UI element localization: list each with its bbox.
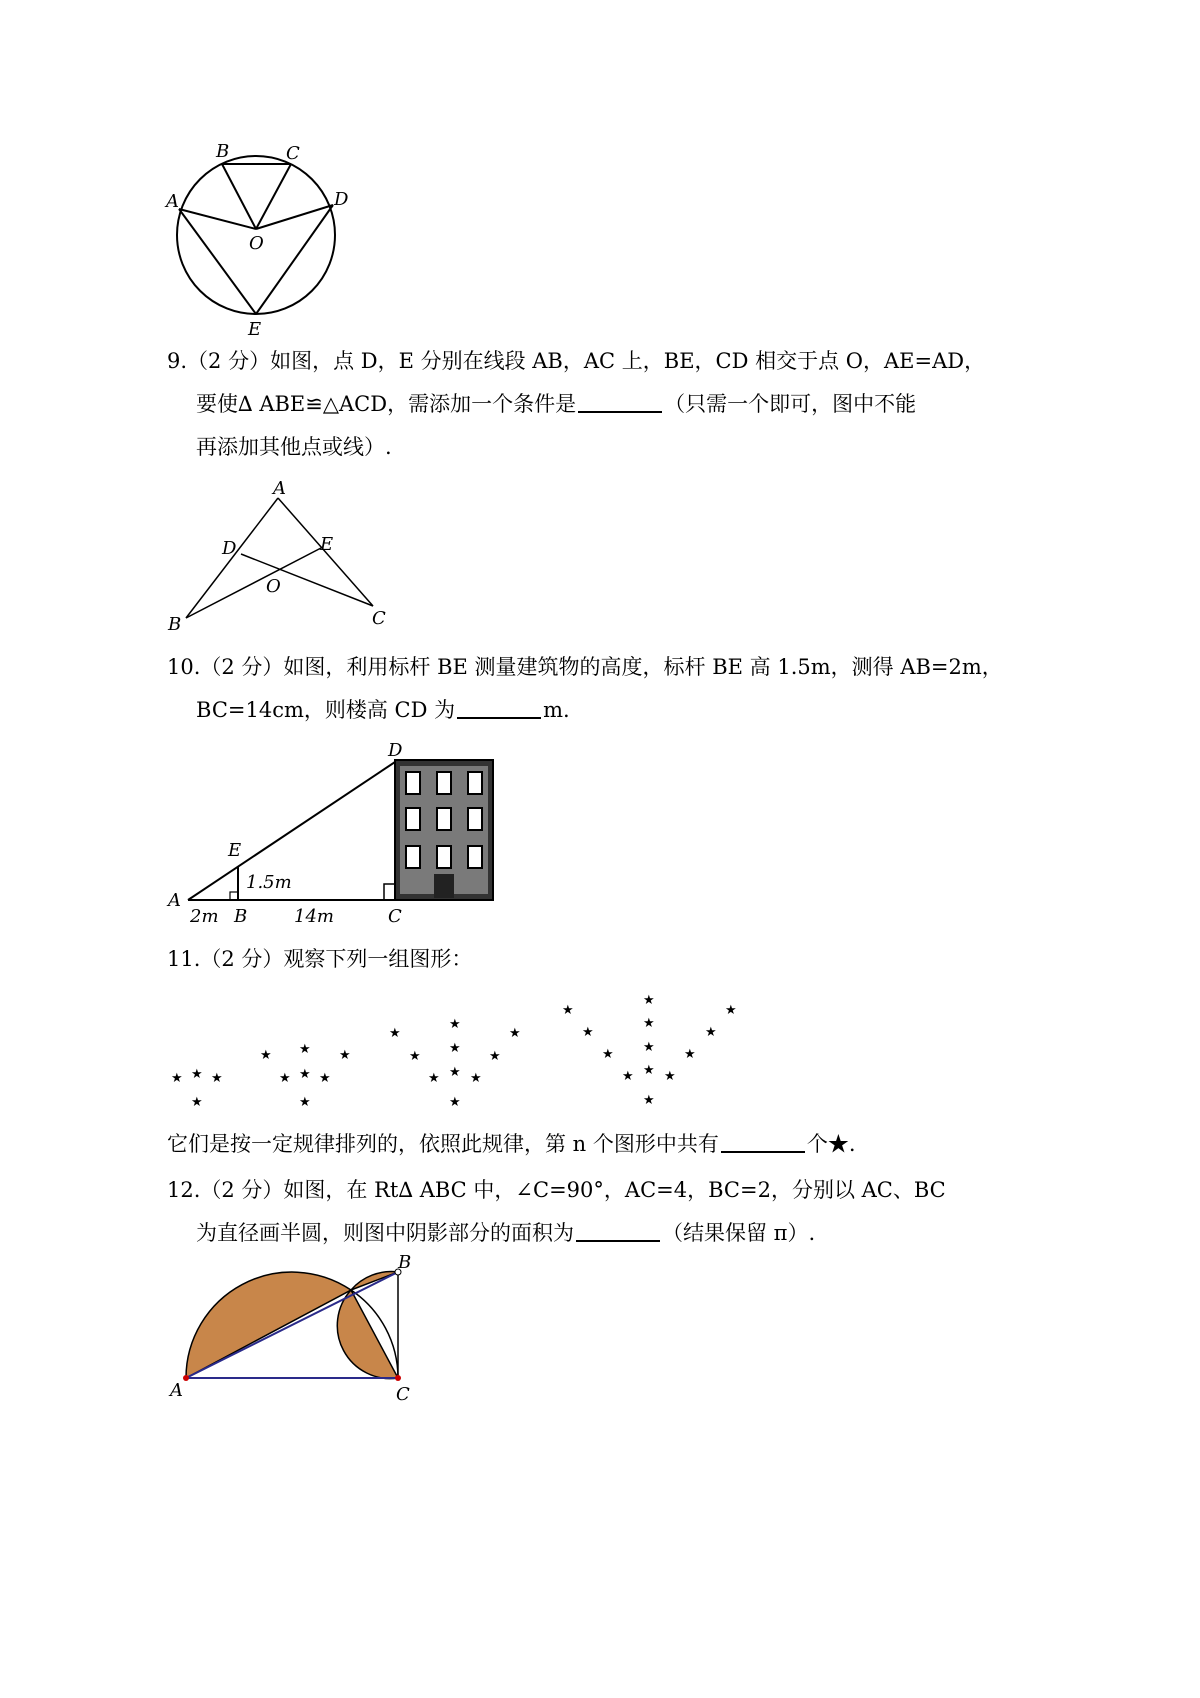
star: ★ (705, 1025, 717, 1040)
star: ★ (602, 1047, 614, 1062)
question-9-line-3: 再添加其他点或线）. (196, 435, 392, 459)
star: ★ (299, 1067, 311, 1082)
star: ★ (664, 1069, 676, 1084)
label-E: E (228, 840, 242, 861)
star: ★ (643, 993, 655, 1008)
star: ★ (409, 1049, 421, 1064)
question-9-text-a: 要使∆ ABE≌△ACD，需添加一个条件是 (196, 392, 577, 416)
label-D: D (388, 740, 403, 761)
star: ★ (470, 1071, 482, 1086)
question-11-text-b: 个★. (806, 1132, 856, 1156)
label-B: B (168, 614, 182, 635)
label-C: C (372, 608, 386, 629)
star: ★ (319, 1071, 331, 1086)
star: ★ (489, 1049, 501, 1064)
star: ★ (171, 1071, 183, 1086)
question-10-line-1: 10.（2 分）如图，利用标杆 BE 测量建筑物的高度，标杆 BE 高 1.5m，测得 AB=2m， (167, 655, 1003, 679)
star: ★ (211, 1071, 223, 1086)
label-D: D (222, 538, 237, 559)
question-9-line-2 (196, 390, 916, 418)
label-C: C (286, 143, 300, 164)
star: ★ (428, 1071, 440, 1086)
label-B: B (216, 141, 230, 162)
label-D: D (334, 189, 349, 210)
star: ★ (191, 1067, 203, 1082)
label-B: B (234, 906, 248, 927)
label-C: C (388, 906, 402, 927)
question-10-text-a: BC=14cm，则楼高 CD 为 (196, 698, 456, 722)
star: ★ (299, 1095, 311, 1110)
star: ★ (582, 1025, 594, 1040)
ab-length-label: 2m (190, 906, 219, 927)
star: ★ (643, 1040, 655, 1055)
star: ★ (684, 1047, 696, 1062)
label-B: B (398, 1252, 412, 1273)
star: ★ (643, 1093, 655, 1108)
star: ★ (191, 1095, 203, 1110)
label-O: O (249, 233, 264, 254)
building-figure (160, 738, 520, 928)
question-10-text-b: m. (543, 698, 570, 722)
question-12-line-2 (196, 1219, 815, 1247)
label-E: E (248, 319, 262, 340)
answer-blank (457, 697, 541, 719)
circle-figure (160, 135, 380, 345)
triangle-figure (160, 478, 400, 638)
label-A: A (166, 191, 179, 212)
question-12-line-1: 12.（2 分）如图，在 Rt∆ ABC 中，∠C=90°，AC=4，BC=2，分别以 AC、BC (167, 1178, 946, 1202)
label-A: A (168, 890, 181, 911)
question-9-line-1: 9.（2 分）如图，点 D，E 分别在线段 AB，AC 上，BE，CD 相交于点 O，AE=AD， (167, 349, 986, 373)
label-O: O (266, 576, 281, 597)
star: ★ (622, 1069, 634, 1084)
star: ★ (509, 1026, 521, 1041)
star: ★ (260, 1048, 272, 1063)
star: ★ (449, 1017, 461, 1032)
star: ★ (299, 1042, 311, 1057)
question-11-line-2 (167, 1130, 856, 1158)
question-11-text-a: 它们是按一定规律排列的，依照此规律，第 n 个图形中共有 (167, 1132, 719, 1156)
label-A: A (170, 1380, 183, 1401)
label-C: C (396, 1384, 410, 1405)
label-E: E (320, 534, 334, 555)
question-12-text-a: 为直径画半圆，则图中阴影部分的面积为 (196, 1221, 574, 1245)
star: ★ (643, 1063, 655, 1078)
star: ★ (389, 1026, 401, 1041)
star: ★ (449, 1065, 461, 1080)
star: ★ (279, 1071, 291, 1086)
answer-blank (721, 1131, 805, 1153)
answer-blank (578, 391, 662, 413)
star: ★ (449, 1041, 461, 1056)
star: ★ (643, 1016, 655, 1031)
label-A: A (273, 478, 286, 499)
bc-length-label: 14m (294, 906, 334, 927)
star: ★ (449, 1095, 461, 1110)
question-12-text-b: （结果保留 π）. (662, 1221, 816, 1245)
answer-blank (576, 1220, 660, 1242)
star: ★ (339, 1048, 351, 1063)
question-10-line-2 (196, 696, 570, 724)
star: ★ (562, 1003, 574, 1018)
height-label: 1.5m (246, 872, 292, 893)
question-11-line-1: 11.（2 分）观察下列一组图形： (167, 947, 473, 971)
star: ★ (725, 1003, 737, 1018)
question-9-text-b: （只需一个即可，图中不能 (664, 392, 917, 416)
semicircle-figure (160, 1252, 420, 1405)
